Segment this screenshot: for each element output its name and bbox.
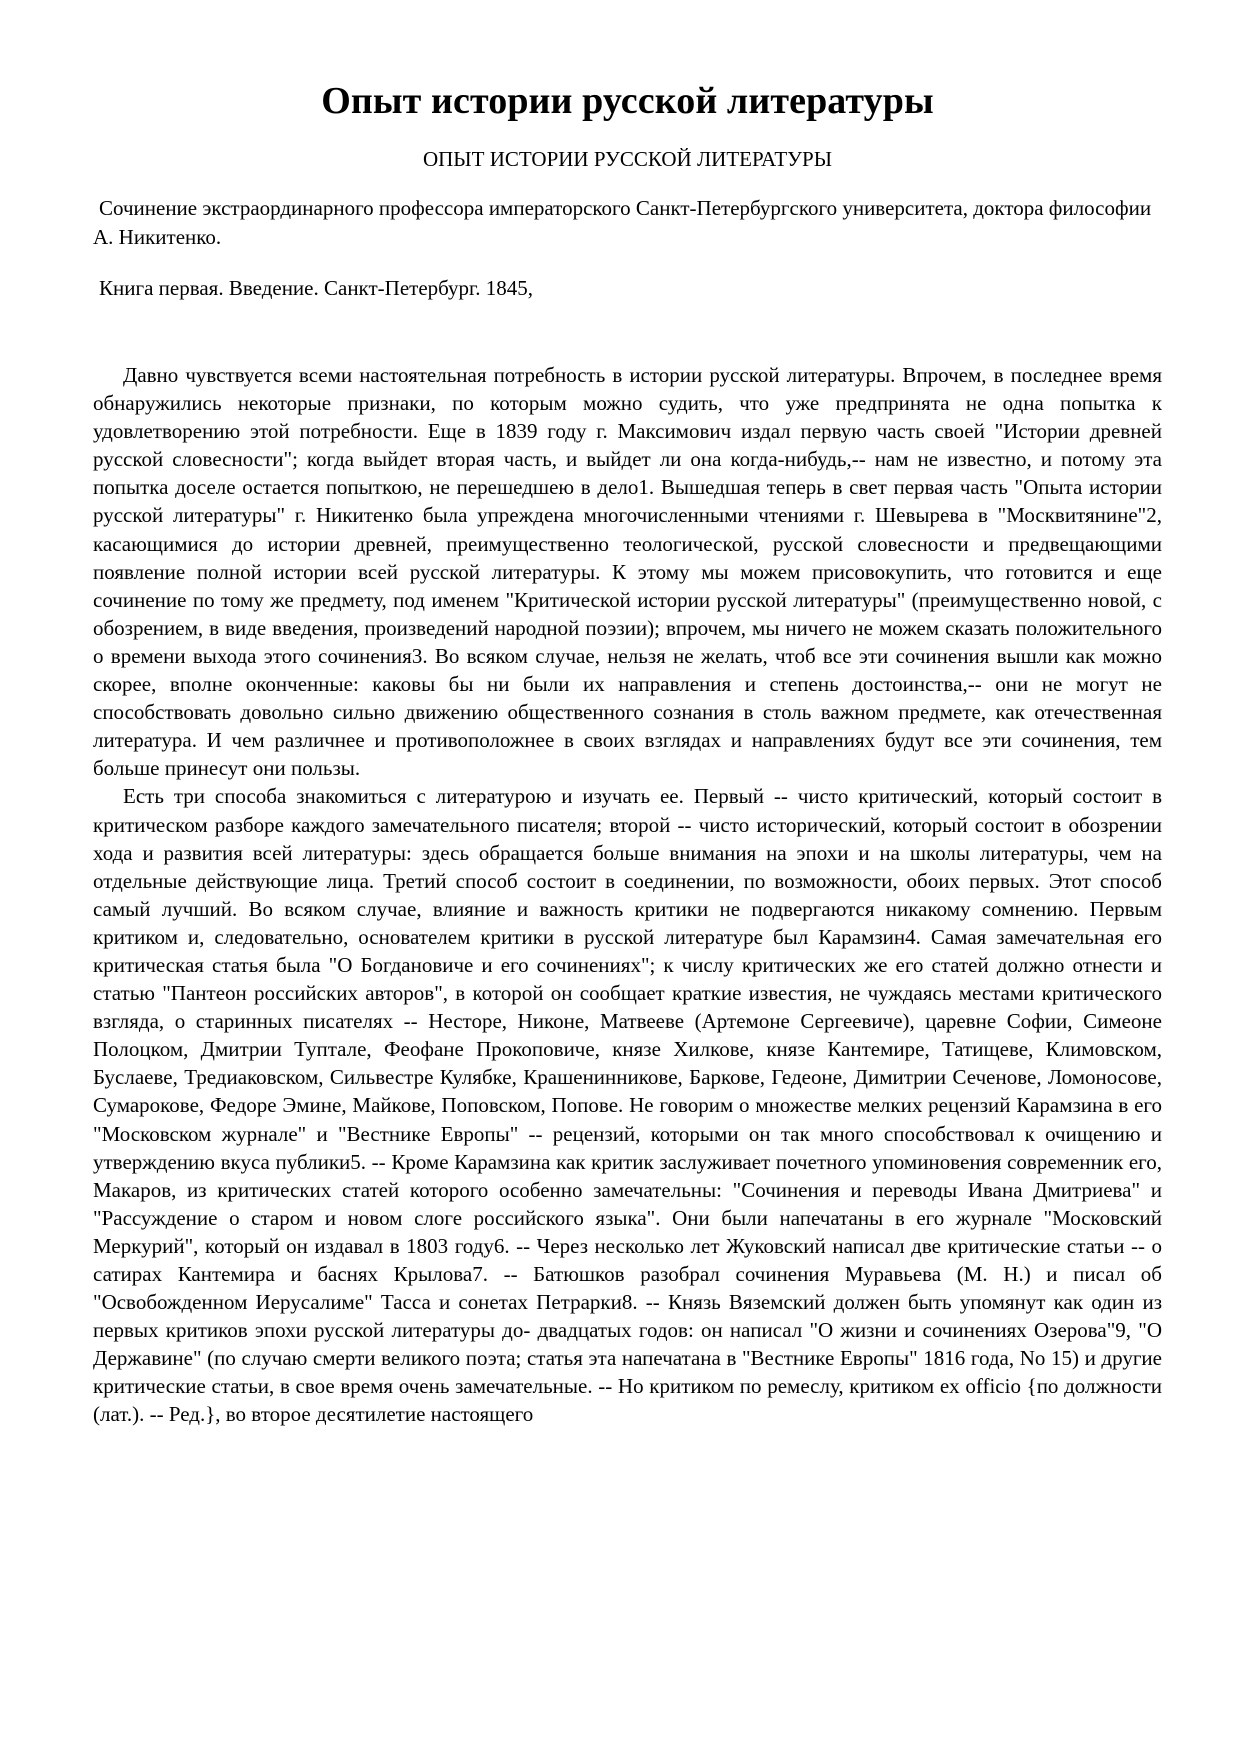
- document-title: Опыт истории русской литературы: [321, 80, 934, 122]
- paragraph-2: Есть три способа знакомиться с литературою и изучать ее. Первый -- чисто критический, который состоит в критическом разборе каждого замечательного писателя; второй -- чисто исторический, который состоит в обозрении хода и развития всей литературы: здесь обращается больше внимания на эпохи и на школы литературы, чем на отдельные действующие лица. Третий способ состоит в соединении, по возможности, обоих первых. Этот способ самый лучший. Во всяком случае, влияние и важность критики не подвергаются никакому сомнению. Первым критиком и, следовательно, основателем критики в русской литературе был Карамзин4. Самая замечательная его критическая статья была "О Богдановиче и его сочинениях"; к числу критических же его статей должно отнести и статью "Пантеон российских авторов", в которой он сообщает краткие известия, не чуждаясь местами критического взгляда, о старинных писателях -- Несторе, Никоне, Матвееве (Артемоне Сергеевиче), царевне Софии, Симеоне Полоцком, Дмитрии Туптале, Феофане Прокоповиче, князе Хилкове, князе Кантемире, Татищеве, Климовском, Буслаеве, Тредиаковском, Сильвестре Кулябке, Крашенинникове, Баркове, Гедеоне, Димитрии Сеченове, Ломоносове, Сумарокове, Федоре Эмине, Майкове, Поповском, Попове. Не говорим о множестве мелких рецензий Карамзина в его "Московском журнале" и "Вестнике Европы" -- рецензий, которыми он так много способствовал к очищению и утверждению вкуса публики5. -- Кроме Карамзина как критик заслуживает почетного упоминовения современник его, Макаров, из критических статей которого особенно замечательны: "Сочинения и переводы Ивана Дмитриева" и "Рассуждение о старом и новом слоге российского языка". Они были напечатаны в его журнале "Московский Меркурий", который он издавал в 1803 году6. -- Через несколько лет Жуковский написал две критические статьи -- о сатирах Кантемира и баснях Крылова7. -- Батюшков разобрал сочинения Муравьева (М. Н.) и писал об "Освобожденном Иерусалиме" Тасса и сонетах Петрарки8. -- Князь Вяземский должен быть упомянут как один из первых критиков эпохи русской литературы до- двадцатых годов: он написал "О жизни и сочинениях Озерова"9, "О Державине" (по случаю смерти великого поэта; статья эта напечатана в "Вестнике Европы" 1816 года, No 15) и другие критические статьи, в свое время очень замечательные. -- Но критиком по ремеслу, критиком ex officio {по должности (лат.). -- Ред.}, во второе десятилетие настоящего: [93, 784, 1162, 1427]
- book-line: Книга первая. Введение. Санкт-Петербург. 1845,: [99, 276, 534, 300]
- body-text: [93, 361, 1162, 1429]
- author-line: Сочинение экстраординарного профессора императорского Санкт-Петербургского университета, доктора философии А. Никитенко.: [93, 196, 1152, 249]
- paragraph-1: Давно чувствуется всеми настоятельная потребность в истории русской литературы. Впрочем, в последнее время обнаружились некоторые признаки, по которым можно судить, что уже предпринята не одна попытка к удовлетворению этой потребности. Еще в 1839 году г. Максимович издал первую часть своей "Истории древней русской словесности"; когда выйдет вторая часть, и выйдет ли она когда-нибудь,-- нам не известно, и потому эта попытка доселе остается попыткою, не перешедшею в дело1. Вышедшая теперь в свет первая часть "Опыта истории русской литературы" г. Никитенко была упреждена многочисленными чтениями г. Шевырева в "Москвитянине"2, касающимися до истории древней, преимущественно теологической, русской словесности и предвещающими появление полной истории всей русской литературы. К этому мы можем присовокупить, что готовится и еще сочинение по тому же предмету, под именем "Критической истории русской литературы" (преимущественно новой, с обозрением, в виде введения, произведений народной поэзии); впрочем, мы ничего не можем сказать положительного о времени выхода этого сочинения3. Во всяком случае, нельзя не желать, чтоб все эти сочинения вышли как можно скорее, вполне оконченные: каковы бы ни были их направления и степень достоинства,-- они не могут не способствовать довольно сильно движению общественного сознания в столь важном предмете, как отечественная литература. И чем различнее и противоположнее в своих взглядах и направлениях будут все эти сочинения, тем больше принесут они пользы.: [93, 363, 1162, 781]
- document-subtitle: ОПЫТ ИСТОРИИ РУССКОЙ ЛИТЕРАТУРЫ: [422, 147, 833, 171]
